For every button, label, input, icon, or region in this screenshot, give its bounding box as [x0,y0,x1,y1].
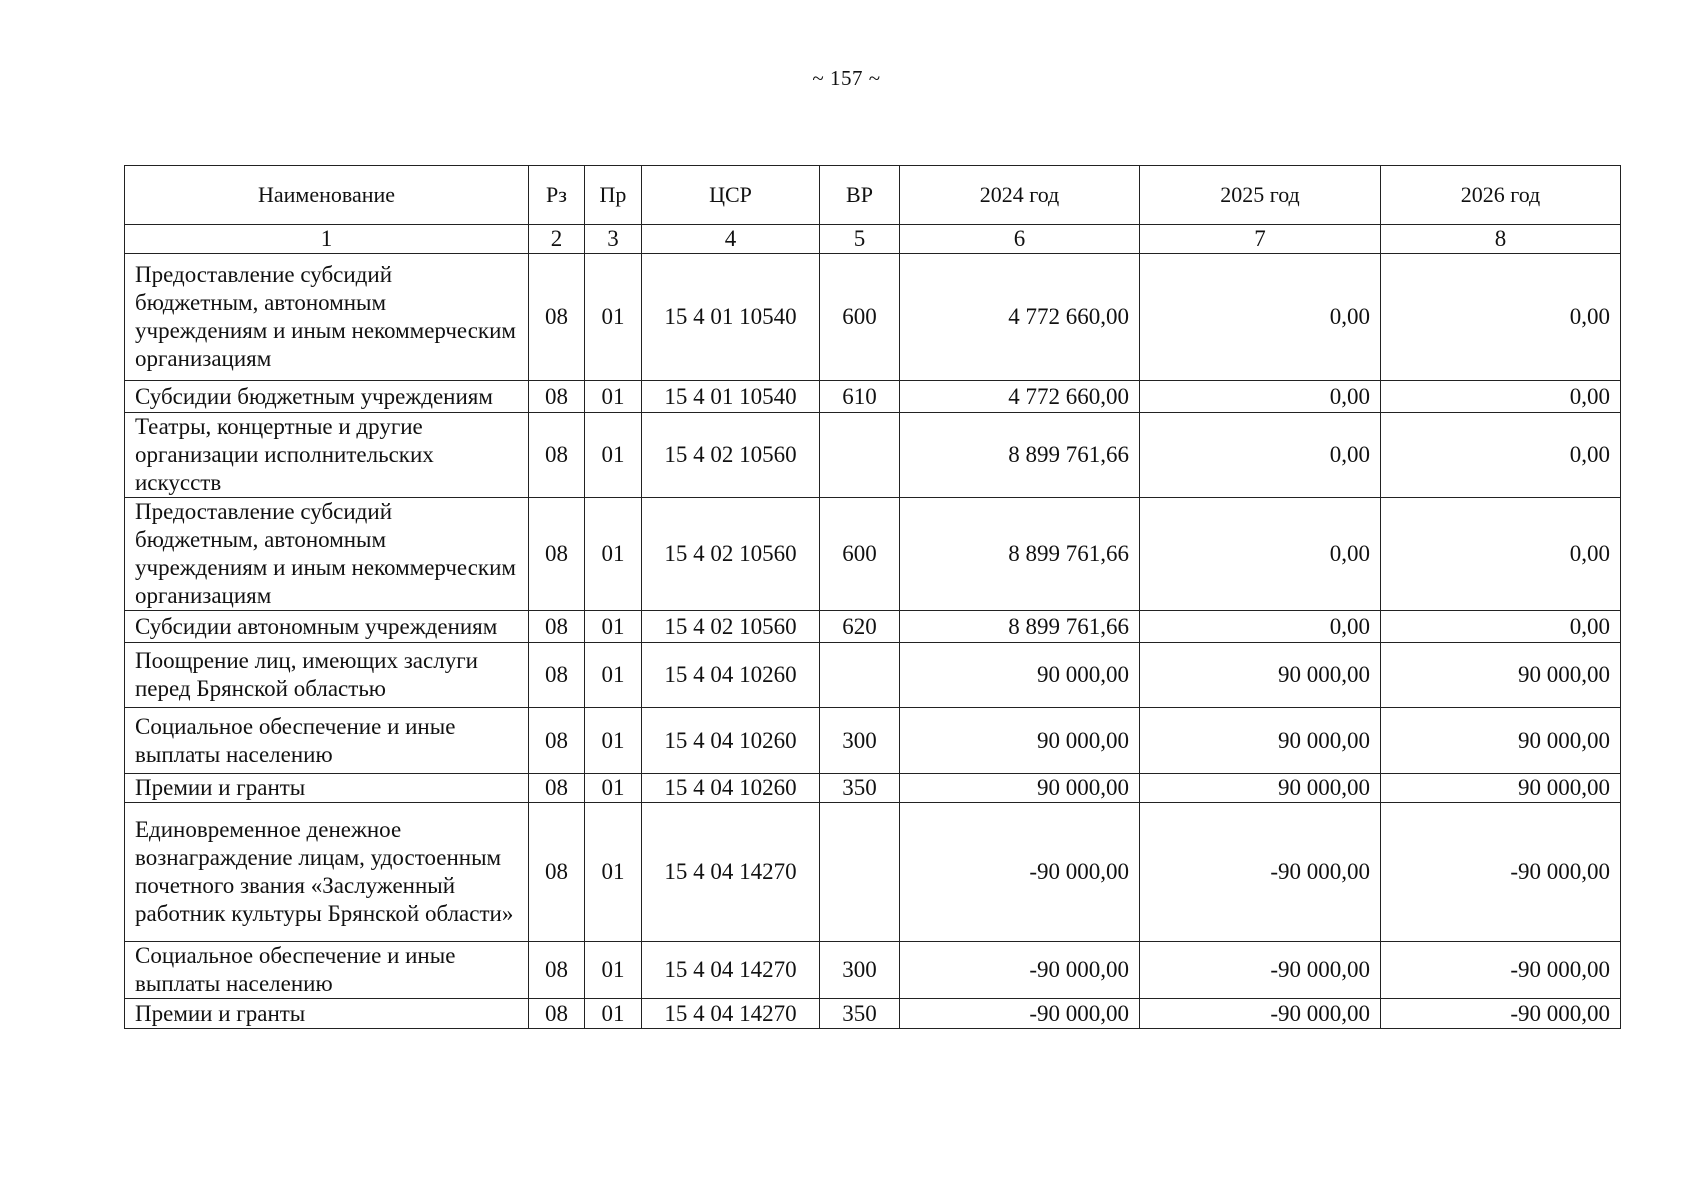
row-csr: 15 4 02 10560 [642,498,820,611]
row-name: Социальное обеспечение и иные выплаты населению [125,708,529,774]
row-2024: 8 899 761,66 [900,611,1140,643]
row-vr: 350 [820,774,900,803]
row-2025: 0,00 [1140,498,1381,611]
row-csr: 15 4 04 10260 [642,774,820,803]
table-row [125,498,1621,611]
row-pr: 01 [585,413,642,498]
column-number: 2 [529,225,585,254]
row-2026: 90 000,00 [1381,643,1621,708]
column-number: 5 [820,225,900,254]
row-vr [820,803,900,942]
row-name: Единовременное денежное вознаграждение лицам, удостоенным почетного звания «Заслуженный работник культуры Брянской области» [125,803,529,942]
row-pr: 01 [585,999,642,1029]
row-vr [820,413,900,498]
row-vr: 600 [820,254,900,381]
row-2026: 0,00 [1381,611,1621,643]
column-number: 4 [642,225,820,254]
row-rz: 08 [529,254,585,381]
row-rz: 08 [529,942,585,999]
row-csr: 15 4 04 14270 [642,942,820,999]
row-vr: 300 [820,942,900,999]
row-rz: 08 [529,803,585,942]
row-vr: 620 [820,611,900,643]
row-name: Субсидии бюджетным учреждениям [125,381,529,413]
row-vr [820,643,900,708]
row-2025: -90 000,00 [1140,803,1381,942]
header-2024: 2024 год [900,166,1140,225]
row-vr: 600 [820,498,900,611]
row-rz: 08 [529,611,585,643]
row-2025: -90 000,00 [1140,942,1381,999]
row-name: Предоставление субсидий бюджетным, автономным учреждениям и иным некоммерческим организациям [125,498,529,611]
row-vr: 350 [820,999,900,1029]
row-name: Премии и гранты [125,774,529,803]
row-name: Предоставление субсидий бюджетным, автономным учреждениям и иным некоммерческим организациям [125,254,529,381]
row-2024: -90 000,00 [900,942,1140,999]
row-2026: 90 000,00 [1381,774,1621,803]
row-rz: 08 [529,381,585,413]
row-csr: 15 4 02 10560 [642,611,820,643]
row-2024: -90 000,00 [900,999,1140,1029]
header-vr: ВР [820,166,900,225]
row-2025: -90 000,00 [1140,999,1381,1029]
row-2024: 4 772 660,00 [900,381,1140,413]
row-2026: 0,00 [1381,498,1621,611]
row-rz: 08 [529,999,585,1029]
column-number-row [125,225,1621,254]
row-2026: 0,00 [1381,381,1621,413]
row-pr: 01 [585,254,642,381]
row-2024: 90 000,00 [900,708,1140,774]
row-name: Премии и гранты [125,999,529,1029]
row-vr: 610 [820,381,900,413]
row-pr: 01 [585,611,642,643]
row-pr: 01 [585,803,642,942]
table-row [125,774,1621,803]
row-pr: 01 [585,643,642,708]
row-pr: 01 [585,774,642,803]
row-2026: -90 000,00 [1381,803,1621,942]
column-number: 1 [125,225,529,254]
header-csr: ЦСР [642,166,820,225]
row-2026: -90 000,00 [1381,942,1621,999]
table-row [125,413,1621,498]
row-rz: 08 [529,708,585,774]
row-rz: 08 [529,774,585,803]
header-name: Наименование [125,166,529,225]
header-2026: 2026 год [1381,166,1621,225]
row-2025: 0,00 [1140,413,1381,498]
header-pr: Пр [585,166,642,225]
table-row [125,942,1621,999]
row-2024: 8 899 761,66 [900,498,1140,611]
row-2025: 90 000,00 [1140,643,1381,708]
row-2025: 0,00 [1140,254,1381,381]
table-row [125,803,1621,942]
row-2024: -90 000,00 [900,803,1140,942]
table-row [125,643,1621,708]
table-row [125,999,1621,1029]
row-name: Театры, концертные и другие организации исполнительских искусств [125,413,529,498]
row-pr: 01 [585,708,642,774]
row-2026: 0,00 [1381,254,1621,381]
row-name: Субсидии автономным учреждениям [125,611,529,643]
row-2025: 0,00 [1140,611,1381,643]
table-row [125,708,1621,774]
row-rz: 08 [529,498,585,611]
table-row [125,611,1621,643]
row-csr: 15 4 02 10560 [642,413,820,498]
page-number: ~ 157 ~ [812,66,881,90]
column-number: 6 [900,225,1140,254]
budget-table [124,165,1621,1029]
row-2025: 90 000,00 [1140,708,1381,774]
column-number: 7 [1140,225,1381,254]
table-row [125,381,1621,413]
row-name: Поощрение лиц, имеющих заслуги перед Брянской областью [125,643,529,708]
table-row [125,254,1621,381]
row-2025: 90 000,00 [1140,774,1381,803]
row-name: Социальное обеспечение и иные выплаты населению [125,942,529,999]
row-csr: 15 4 04 10260 [642,643,820,708]
header-row [125,166,1621,225]
row-pr: 01 [585,942,642,999]
row-2026: -90 000,00 [1381,999,1621,1029]
column-number: 8 [1381,225,1621,254]
row-rz: 08 [529,413,585,498]
row-2025: 0,00 [1140,381,1381,413]
row-pr: 01 [585,381,642,413]
row-2024: 90 000,00 [900,643,1140,708]
row-2024: 8 899 761,66 [900,413,1140,498]
row-pr: 01 [585,498,642,611]
row-2024: 90 000,00 [900,774,1140,803]
row-2024: 4 772 660,00 [900,254,1140,381]
header-rz: Рз [529,166,585,225]
row-csr: 15 4 04 14270 [642,803,820,942]
row-csr: 15 4 04 10260 [642,708,820,774]
column-number: 3 [585,225,642,254]
row-rz: 08 [529,643,585,708]
header-2025: 2025 год [1140,166,1381,225]
row-csr: 15 4 04 14270 [642,999,820,1029]
row-csr: 15 4 01 10540 [642,254,820,381]
row-2026: 0,00 [1381,413,1621,498]
row-2026: 90 000,00 [1381,708,1621,774]
row-csr: 15 4 01 10540 [642,381,820,413]
row-vr: 300 [820,708,900,774]
